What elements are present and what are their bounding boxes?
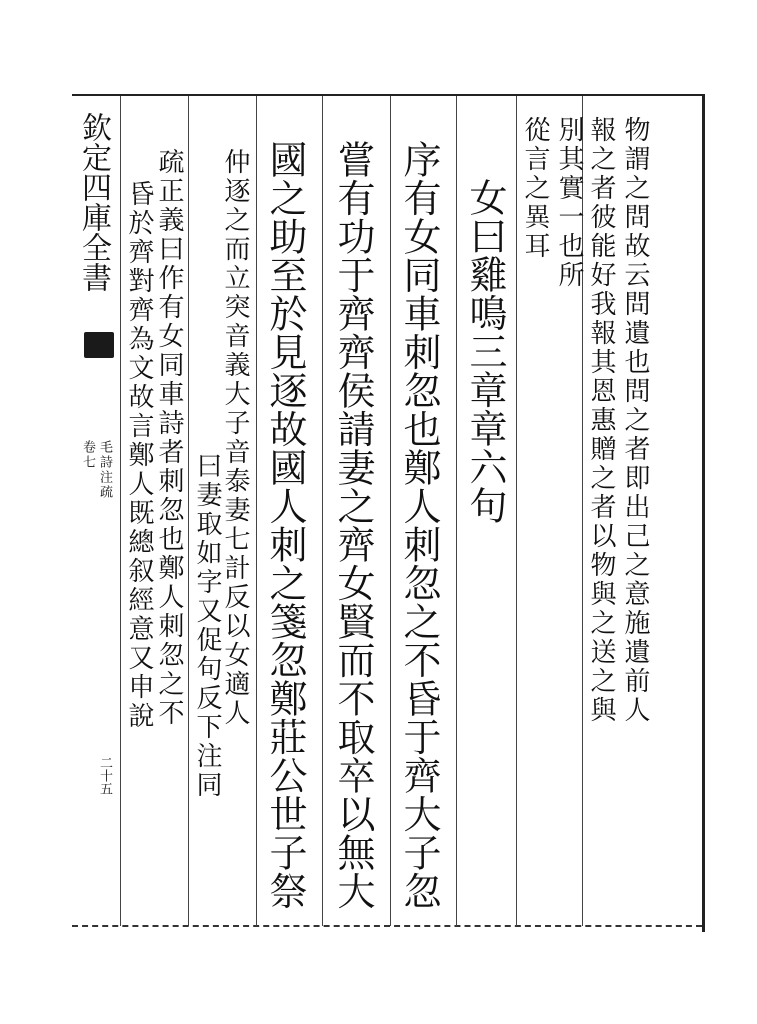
commentary-column: 疏正義曰作有女同車詩者刺忽也鄭人刺忽之不 xyxy=(154,148,184,728)
column-rule xyxy=(516,96,517,926)
frame-bottom-rule xyxy=(72,925,702,927)
commentary-column: 昏於齊對齊為文故言鄭人既總叙經意又申說 xyxy=(124,180,154,731)
column-rule xyxy=(256,96,257,926)
margin-volume: 卷七 xyxy=(80,440,95,470)
text-column: 別其實一也所 xyxy=(554,116,584,290)
text-column: 仲逐之而立突音義大子音泰妻七計反以女適人 xyxy=(220,148,250,728)
text-column: 曰妻取如字又促句反下注同 xyxy=(192,452,222,800)
margin-title: 欽定四庫全書 xyxy=(76,112,111,292)
column-rule xyxy=(390,96,391,926)
text-column: 序有女同車刺忽也鄭人刺忽之不昏于齊大子忽 xyxy=(397,140,441,910)
frame-top-rule xyxy=(72,94,702,96)
poem-heading: 女曰雞鳴三章章六句 xyxy=(463,178,507,525)
text-column: 嘗有功于齊齊侯請妻之齊女賢而不取卒以無大 xyxy=(331,140,375,910)
margin-book: 毛詩注疏 xyxy=(97,440,112,500)
text-column: 從言之異耳 xyxy=(520,116,550,261)
column-rule xyxy=(322,96,323,926)
text-column: 報之者彼能好我報其恩惠贈之者以物與之送之與 xyxy=(586,116,616,725)
text-column: 物謂之問故云問遺也問之者即出己之意施遺前人 xyxy=(620,116,650,725)
column-rule xyxy=(120,96,121,926)
column-rule xyxy=(456,96,457,926)
seal-mark xyxy=(84,332,114,358)
text-column: 國之助至於見逐故國人刺之箋忽鄭莊公世子祭 xyxy=(263,140,307,910)
column-rule xyxy=(188,96,189,926)
margin-page-number: 二十五 xyxy=(97,756,112,795)
